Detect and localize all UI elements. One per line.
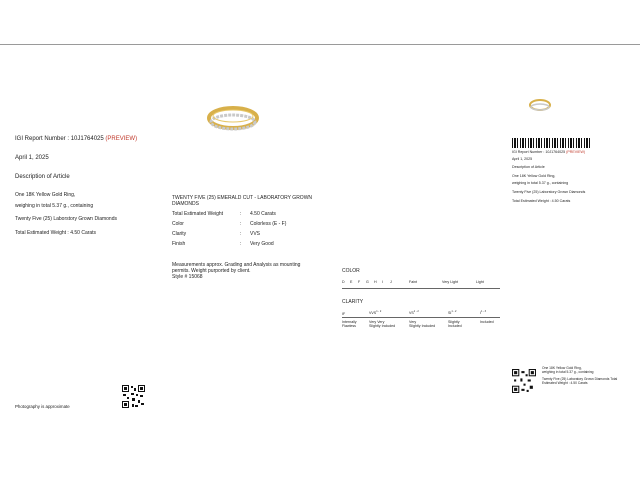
clarity-description: Very Very Slightly Included	[369, 320, 396, 329]
color-scale-rule	[342, 288, 500, 289]
detail-row: Finish : Very Good	[172, 241, 286, 251]
description-line: weighing in total 5.37 g., containing	[15, 203, 94, 209]
clarity-grade: $I^{1 - 3}$	[480, 310, 487, 316]
color-letter: E	[350, 280, 353, 284]
detail-key: Finish	[172, 241, 186, 247]
description-line: Twenty Five (25) Laborstory Grown Diamonds	[15, 216, 117, 222]
card-description-line: One 18K Yellow Gold Ring,	[512, 174, 556, 178]
clarity-description: Internally Flawless	[342, 320, 357, 329]
color-letter: D	[342, 280, 345, 284]
stub-qr-code	[512, 369, 536, 393]
clarity-grade: IF	[342, 312, 346, 317]
clarity-grade: VVS$^{1 - 2}$	[369, 310, 382, 316]
clarity-grade: VS$^{1 - 2}$	[409, 310, 419, 316]
style-number: Style # 15068	[172, 274, 203, 280]
description-line: One 18K Yellow Gold Ring,	[15, 192, 76, 198]
item-title: TWENTY FIVE (25) EMERALD CUT - LABORATORY GROWN	[172, 195, 313, 201]
card-description-line: Total Estimated Weight : 4.50 Carats	[512, 199, 571, 203]
clarity-description: Slightly Included	[448, 320, 462, 329]
color-scale-title: COLOR	[342, 268, 360, 274]
photography-note: Photography is approximate	[15, 404, 70, 409]
detail-value: Very Good	[250, 241, 274, 247]
color-letter: G	[366, 280, 369, 284]
report-number-label: IGI Report Number :	[15, 136, 71, 142]
preview-tag: (PREVIEW)	[105, 136, 138, 142]
color-letter: I	[382, 280, 383, 284]
clarity-description: Very Slightly Included	[409, 320, 436, 329]
clarity-scale-title: CLARITY	[342, 299, 364, 305]
card-description-line: weighing in total 5.37 g., containing	[512, 181, 569, 185]
detail-value: VVS	[250, 231, 261, 237]
report-number-line	[15, 136, 137, 143]
description-title: Description of Article	[15, 174, 70, 180]
color-letter: J	[390, 280, 392, 284]
detail-key: Color	[172, 221, 184, 227]
report-number: 10J1764025	[70, 136, 104, 142]
report-date: April 1, 2025	[15, 155, 49, 161]
barcode	[512, 138, 590, 148]
detail-key: Total Estimated Weight	[172, 211, 224, 217]
color-letter: F	[358, 280, 361, 284]
clarity-grade: SI$^{1 - 2}$	[448, 310, 457, 316]
detail-row: Color : Colorless (E - F)	[172, 221, 286, 231]
description-line: Total Estimated Weight : 4.50 Carats	[15, 230, 97, 236]
item-title-cont: DIAMONDS	[172, 201, 199, 207]
details-table	[172, 211, 286, 251]
clarity-description: Included	[480, 320, 494, 324]
color-group: Light	[476, 280, 484, 284]
color-group: Very Light	[442, 280, 458, 284]
clarity-scale-rule	[342, 317, 500, 318]
color-letter: H	[374, 280, 377, 284]
stub-description: One 18K Yellow Gold Ring, weighing in total 5.37 g., containing Twenty Five (25) Laboratory Grown Diamonds Total Estimated Weight : 4.50 Carats	[542, 366, 618, 385]
measurement-note-cont: permits. Weight purported by client.	[172, 268, 251, 274]
ring-thumbnail	[528, 98, 552, 112]
card-date: April 1, 2025	[512, 157, 533, 161]
detail-row: Total Estimated Weight : 4.50 Carats	[172, 211, 286, 221]
header-divider	[0, 44, 640, 45]
detail-row: Clarity : VVS	[172, 231, 286, 241]
card-description-title: Description of Article	[512, 165, 545, 169]
card-description-line: Twenty Five (25) Laborstory Grown Diamonds	[512, 190, 586, 194]
qr-code	[122, 385, 145, 408]
measurement-note: Measurements approx. Grading and Analysis as mounting	[172, 262, 301, 268]
detail-value: Colorless (E - F)	[250, 221, 287, 227]
detail-value: 4.50 Carats	[250, 211, 276, 217]
card-preview-tag: (PREVIEW)	[566, 150, 586, 154]
color-group: Faint	[409, 280, 417, 284]
card-report-number: IGI Report Number : 10J1764025 (PREVIEW)	[512, 150, 586, 154]
detail-key: Clarity	[172, 231, 187, 237]
ring-photo	[205, 103, 261, 133]
